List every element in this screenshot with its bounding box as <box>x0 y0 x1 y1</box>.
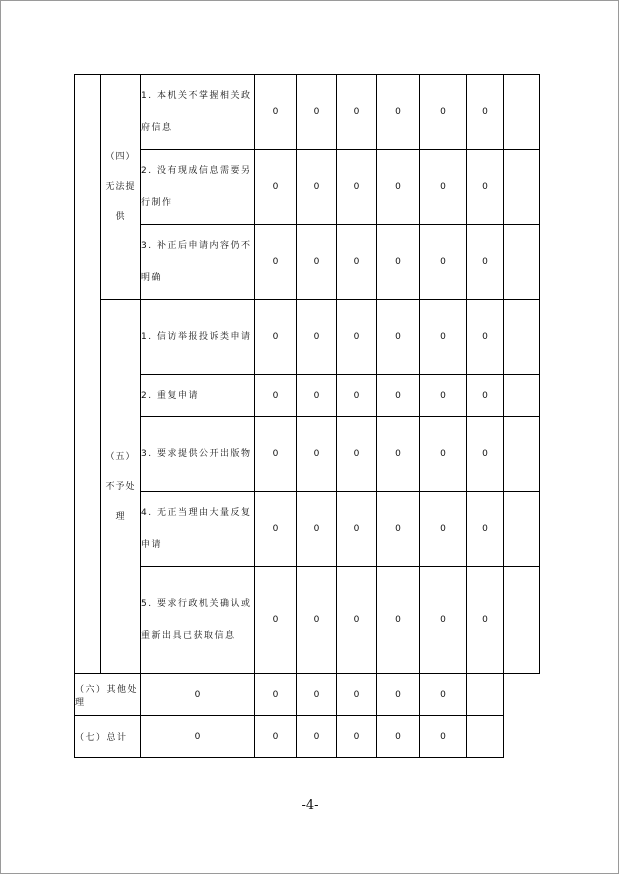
category-label-cell <box>101 300 141 674</box>
value-cell: 0 <box>337 417 377 492</box>
row-label: 3. 补正后申请内容仍不明确 <box>141 241 252 283</box>
value-cell: 0 <box>420 75 467 150</box>
value-cell: 0 <box>297 150 337 225</box>
row-label-cell <box>141 75 255 150</box>
row-label-cell <box>141 225 255 300</box>
value-cell: 0 <box>420 375 467 417</box>
empty-cell <box>504 150 540 225</box>
table-row <box>75 300 540 375</box>
value-cell: 0 <box>297 492 337 567</box>
table-row <box>75 150 540 225</box>
value-cell: 0 <box>297 225 337 300</box>
value-cell: 0 <box>420 417 467 492</box>
value-cell: 0 <box>377 300 420 375</box>
value-cell: 0 <box>377 75 420 150</box>
value-cell: 0 <box>297 375 337 417</box>
row-label: （七）总计 <box>75 733 128 743</box>
value-cell: 0 <box>255 75 297 150</box>
value-cell: 0 <box>337 567 377 674</box>
value-cell: 0 <box>337 716 377 758</box>
value-cell: 0 <box>337 492 377 567</box>
row-label-cell <box>141 567 255 674</box>
value-cell: 0 <box>337 674 377 716</box>
category-label-cell <box>101 75 141 300</box>
value-cell: 0 <box>297 300 337 375</box>
value-cell: 0 <box>467 375 504 417</box>
value-cell: 0 <box>467 492 504 567</box>
value-cell: 0 <box>467 150 504 225</box>
value-cell: 0 <box>467 75 504 150</box>
value-cell: 0 <box>337 150 377 225</box>
row-label: 1. 信访举报投诉类申请 <box>141 332 252 342</box>
row-label-cell <box>141 375 255 417</box>
value-cell: 0 <box>420 674 467 716</box>
empty-cell <box>504 300 540 375</box>
value-cell: 0 <box>377 492 420 567</box>
value-cell: 0 <box>255 716 297 758</box>
page-number: -4- <box>301 798 319 813</box>
value-cell: 0 <box>420 567 467 674</box>
row-label: 2. 没有现成信息需要另行制作 <box>141 166 252 208</box>
value-cell: 0 <box>297 417 337 492</box>
value-cell: 0 <box>337 225 377 300</box>
table-row <box>75 225 540 300</box>
value-cell: 0 <box>467 300 504 375</box>
table-row <box>75 716 540 758</box>
value-cell: 0 <box>297 674 337 716</box>
value-cell: 0 <box>337 375 377 417</box>
value-cell: 0 <box>467 417 504 492</box>
value-cell: 0 <box>255 150 297 225</box>
value-cell: 0 <box>255 567 297 674</box>
value-cell: 0 <box>420 492 467 567</box>
value-cell: 0 <box>337 75 377 150</box>
value-cell: 0 <box>420 225 467 300</box>
table-row <box>75 375 540 417</box>
value-cell: 0 <box>467 567 504 674</box>
value-cell: 0 <box>377 674 420 716</box>
empty-cell <box>504 567 540 674</box>
value-cell: 0 <box>420 716 467 758</box>
value-cell: 0 <box>420 300 467 375</box>
row-label-cell <box>141 300 255 375</box>
table-row <box>75 417 540 492</box>
value-cell: 0 <box>141 716 255 758</box>
outer-category-cell <box>75 75 101 674</box>
value-cell: 0 <box>297 567 337 674</box>
row-label-cell <box>75 674 141 716</box>
table-row <box>75 567 540 674</box>
value-cell: 0 <box>141 674 255 716</box>
statistics-table <box>74 74 540 758</box>
row-label-cell <box>141 417 255 492</box>
row-label: （六）其他处理 <box>75 684 139 708</box>
row-label: 5. 要求行政机关确认或重新出具已获取信息 <box>141 599 252 641</box>
table-row <box>75 75 540 150</box>
row-label: 1. 本机关不掌握相关政府信息 <box>141 91 252 133</box>
table-row <box>75 492 540 567</box>
value-cell: 0 <box>255 674 297 716</box>
empty-cell <box>467 674 504 716</box>
empty-cell <box>504 375 540 417</box>
value-cell: 0 <box>297 75 337 150</box>
empty-cell <box>504 75 540 150</box>
value-cell: 0 <box>255 375 297 417</box>
empty-cell <box>467 716 504 758</box>
value-cell: 0 <box>255 492 297 567</box>
value-cell: 0 <box>420 150 467 225</box>
table-row <box>75 674 540 716</box>
value-cell: 0 <box>377 567 420 674</box>
value-cell: 0 <box>255 300 297 375</box>
value-cell: 0 <box>467 225 504 300</box>
value-cell: 0 <box>377 150 420 225</box>
value-cell: 0 <box>255 225 297 300</box>
value-cell: 0 <box>255 417 297 492</box>
value-cell: 0 <box>377 417 420 492</box>
row-label: 2. 重复申请 <box>141 390 199 401</box>
value-cell: 0 <box>377 225 420 300</box>
category-label: （四）无法提供 <box>105 152 136 222</box>
category-label: （五）不予处理 <box>105 451 136 522</box>
row-label-cell <box>141 492 255 567</box>
row-label-cell <box>75 716 141 758</box>
row-label: 4. 无正当理由大量反复申请 <box>141 508 252 550</box>
empty-cell <box>504 225 540 300</box>
row-label-cell <box>141 150 255 225</box>
value-cell: 0 <box>377 375 420 417</box>
value-cell: 0 <box>337 300 377 375</box>
value-cell: 0 <box>297 716 337 758</box>
row-label: 3. 要求提供公开出版物 <box>141 449 252 459</box>
value-cell: 0 <box>377 716 420 758</box>
empty-cell <box>504 417 540 492</box>
empty-cell <box>504 492 540 567</box>
